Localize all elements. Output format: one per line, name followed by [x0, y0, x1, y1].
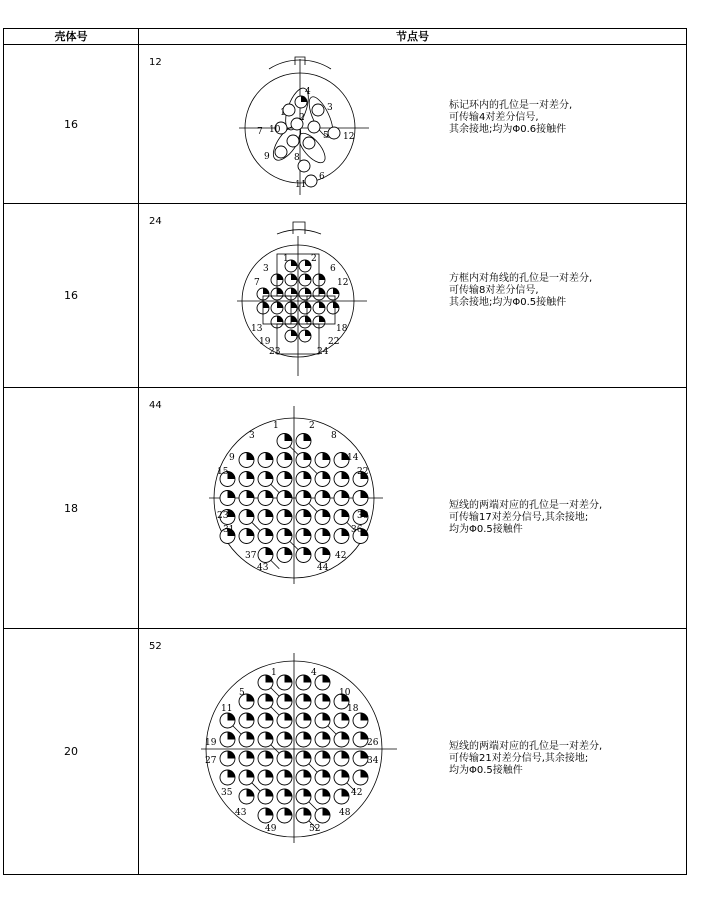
pin-marker	[228, 491, 236, 499]
connector-diagram-24	[237, 214, 367, 380]
pin-label: 42	[335, 551, 347, 561]
pin-label: 7	[257, 127, 263, 137]
pin-marker	[304, 675, 312, 683]
node-cell	[139, 629, 687, 875]
node-cell	[139, 204, 687, 388]
pin-label: 42	[351, 788, 363, 798]
pin-label: 35	[221, 788, 233, 798]
pin-marker	[285, 789, 293, 797]
header-shell: 壳体号	[4, 29, 139, 45]
pin-marker	[304, 808, 312, 816]
pin-marker	[323, 694, 331, 702]
pin-marker	[285, 713, 293, 721]
pin-marker	[323, 713, 331, 721]
pin-label: 8	[331, 431, 337, 441]
pin-marker	[361, 713, 369, 721]
pin-marker	[304, 529, 312, 537]
pin-marker	[342, 713, 350, 721]
pin-marker	[323, 491, 331, 499]
connector-diagram-12	[239, 53, 369, 199]
pin-label: 1	[271, 668, 277, 678]
node-cell	[139, 45, 687, 204]
pin-description: 标记环内的孔位是一对差分, 可传输4对差分信号, 其余接地;均为Φ0.6接触件	[449, 100, 573, 135]
pin-label: 5	[239, 688, 245, 698]
pin-marker	[247, 472, 255, 480]
pin-label: 48	[339, 808, 351, 818]
pin-count: 12	[149, 57, 162, 68]
pin-marker	[266, 510, 274, 518]
pin-label: 1	[280, 108, 286, 118]
pin-label: 23	[269, 347, 281, 357]
shell-number: 18	[4, 388, 139, 629]
pin-label: 12	[343, 132, 355, 142]
pin-marker	[304, 732, 312, 740]
pin-marker	[323, 770, 331, 778]
pin-marker	[266, 732, 274, 740]
pin-label: 24	[317, 347, 329, 357]
pin-label: 37	[245, 551, 257, 561]
pin-marker	[304, 434, 312, 442]
pin-label: 3	[327, 103, 333, 113]
pin-marker	[247, 770, 255, 778]
pin-marker	[285, 808, 293, 816]
pin-description: 方框内对角线的孔位是一对差分, 可传输8对差分信号, 其余接地;均为Φ0.5接触件	[449, 273, 593, 308]
shell-number: 20	[4, 629, 139, 875]
diff-pair-link	[233, 726, 242, 735]
pin-label: 12	[337, 278, 349, 288]
pin-marker	[285, 548, 293, 556]
table-header-row	[4, 29, 687, 45]
pin-marker	[323, 472, 331, 480]
pin-marker	[304, 548, 312, 556]
shell-number: 16	[4, 45, 139, 204]
pin-marker	[228, 732, 236, 740]
pin-marker	[266, 789, 274, 797]
pin-marker	[228, 510, 236, 518]
pin-marker	[305, 274, 311, 280]
pin-marker	[247, 491, 255, 499]
pin-marker	[228, 472, 236, 480]
diff-pair-link	[271, 484, 280, 493]
pin-label: 1	[273, 421, 279, 431]
connector-diagram-52	[199, 649, 399, 845]
diff-pair-link	[309, 503, 318, 512]
diff-pair-link	[271, 688, 280, 697]
pin-marker	[247, 694, 255, 702]
pin-marker	[291, 274, 297, 280]
pin-marker	[342, 732, 350, 740]
pin-label: 43	[257, 563, 269, 573]
pin-marker	[304, 751, 312, 759]
diff-pair-link	[309, 465, 318, 474]
diff-pair-link	[252, 522, 261, 531]
pin-marker	[323, 732, 331, 740]
shell-number: 16	[4, 204, 139, 388]
pin-marker	[342, 770, 350, 778]
diff-pair-link	[328, 726, 337, 735]
pin-count: 52	[149, 641, 162, 652]
connector-spec-table	[3, 28, 687, 875]
pin-label: 2	[309, 421, 315, 431]
pin-label: 5	[323, 131, 329, 141]
pin-label: 10	[269, 125, 281, 135]
pin-marker	[333, 302, 339, 308]
pin-count: 44	[149, 400, 162, 411]
pin-marker	[305, 330, 311, 336]
pin-label: 9	[264, 152, 270, 162]
pin-label: 4	[305, 87, 311, 97]
node-cell	[139, 388, 687, 629]
pin-marker	[285, 694, 293, 702]
pin-marker	[323, 510, 331, 518]
pin-marker	[342, 472, 350, 480]
pin-marker	[266, 491, 274, 499]
table-row	[4, 629, 687, 875]
pin-description: 短线的两端对应的孔位是一对差分, 可传输17对差分信号,其余接地; 均为Φ0.5接触件	[449, 500, 603, 535]
pin-marker	[266, 472, 274, 480]
pin-marker	[333, 288, 339, 294]
pin-marker	[277, 302, 283, 308]
pin-marker	[304, 789, 312, 797]
pin-marker	[247, 529, 255, 537]
pin-label: 49	[265, 824, 277, 834]
pin-label: 19	[205, 738, 217, 748]
diff-pair-link	[309, 764, 318, 773]
pin-label: 27	[205, 756, 217, 766]
pin-label: 18	[347, 704, 359, 714]
pin-marker	[342, 529, 350, 537]
pin-marker	[285, 510, 293, 518]
pin-marker	[319, 288, 325, 294]
pin-label: 43	[235, 808, 247, 818]
pin-label: 11	[295, 180, 307, 190]
pin-label: 10	[339, 688, 351, 698]
pin-marker	[304, 453, 312, 461]
pin-label: 4	[311, 668, 317, 678]
pin-label: 9	[229, 453, 235, 463]
pin-marker	[263, 302, 269, 308]
diff-pair-link	[309, 802, 318, 811]
pin-marker	[323, 808, 331, 816]
pin-marker	[228, 751, 236, 759]
pin-marker	[277, 274, 283, 280]
pin-marker	[285, 529, 293, 537]
pin-marker	[323, 453, 331, 461]
diff-pair-link	[252, 783, 261, 792]
pin-label: 19	[259, 337, 271, 347]
pin-marker	[319, 302, 325, 308]
pin-label: 22	[357, 467, 369, 477]
pin-marker	[266, 808, 274, 816]
table-row	[4, 45, 687, 204]
pin-marker	[304, 491, 312, 499]
pin-marker	[285, 472, 293, 480]
pin-marker	[285, 453, 293, 461]
pin-label: 44	[317, 563, 329, 573]
pin-marker	[342, 789, 350, 797]
pin-marker	[266, 713, 274, 721]
pin-label: 14	[347, 453, 359, 463]
table-row	[4, 204, 687, 388]
pin-marker	[277, 316, 283, 322]
pin-description: 短线的两端对应的孔位是一对差分, 可传输21对差分信号,其余接地; 均为Φ0.5接触件	[449, 741, 603, 776]
pin-marker	[266, 548, 274, 556]
pin-marker	[285, 434, 293, 442]
pin-marker	[228, 713, 236, 721]
pin-marker	[319, 274, 325, 280]
pin-label: 30	[357, 511, 369, 521]
pin-label: 3	[263, 264, 269, 274]
pin-label: 1	[283, 254, 289, 264]
pin-marker	[342, 751, 350, 759]
pin-marker	[277, 288, 283, 294]
pin-label: 11	[221, 704, 233, 714]
pin-marker	[266, 529, 274, 537]
pin-label: 6	[319, 172, 325, 182]
pin-marker	[305, 302, 311, 308]
pin-marker	[304, 510, 312, 518]
pin-marker	[266, 453, 274, 461]
pin-label: 3	[249, 431, 255, 441]
pin-marker	[228, 770, 236, 778]
header-nodes: 节点号	[139, 29, 687, 45]
pin-marker	[285, 751, 293, 759]
pin-label: 23	[217, 511, 229, 521]
pin-label: 22	[328, 337, 340, 347]
pin-label: 6	[330, 264, 336, 274]
pin-label: 18	[336, 324, 348, 334]
pin-marker	[361, 770, 369, 778]
pin-marker	[304, 713, 312, 721]
pin-label: 13	[251, 324, 263, 334]
pin-label: 34	[367, 756, 379, 766]
pin-marker	[263, 288, 269, 294]
pin-label: 36	[351, 525, 363, 535]
pin-marker	[285, 491, 293, 499]
pin-label: 31	[223, 525, 235, 535]
pin-marker	[266, 751, 274, 759]
pin-marker	[342, 510, 350, 518]
pin-marker	[323, 751, 331, 759]
pin-marker	[304, 472, 312, 480]
pin-label: 15	[217, 467, 229, 477]
pin-label: 26	[367, 738, 379, 748]
pin-marker	[247, 732, 255, 740]
pin-label: 52	[309, 824, 321, 834]
pin-marker	[323, 675, 331, 683]
pin-marker	[247, 789, 255, 797]
pin-marker	[361, 491, 369, 499]
pin-marker	[305, 316, 311, 322]
pin-marker	[266, 770, 274, 778]
pin-marker	[323, 548, 331, 556]
diff-pair-link	[271, 707, 280, 716]
pin-marker	[266, 694, 274, 702]
pin-marker	[291, 260, 297, 266]
pin-count: 24	[149, 216, 162, 227]
pin-marker	[285, 675, 293, 683]
pin-marker	[247, 751, 255, 759]
pin-marker	[285, 770, 293, 778]
pin-label: 7	[254, 278, 260, 288]
pin-marker	[323, 529, 331, 537]
pin-marker	[291, 330, 297, 336]
pin-marker	[291, 302, 297, 308]
pin-marker	[305, 288, 311, 294]
pin-marker	[342, 491, 350, 499]
table-row	[4, 388, 687, 629]
connector-diagram-44	[207, 402, 387, 586]
pin-label: 2	[311, 254, 317, 264]
pin-marker	[247, 510, 255, 518]
pin-marker	[247, 453, 255, 461]
pin-marker	[323, 789, 331, 797]
pin-marker	[319, 316, 325, 322]
pin-marker	[304, 694, 312, 702]
pin-label: 2	[299, 113, 305, 123]
pin-marker	[285, 732, 293, 740]
pin-marker	[247, 713, 255, 721]
pin-marker	[291, 316, 297, 322]
pin-label: 8	[294, 153, 300, 163]
pin-marker	[304, 770, 312, 778]
pin-marker	[291, 288, 297, 294]
diff-pair-link	[271, 560, 280, 569]
